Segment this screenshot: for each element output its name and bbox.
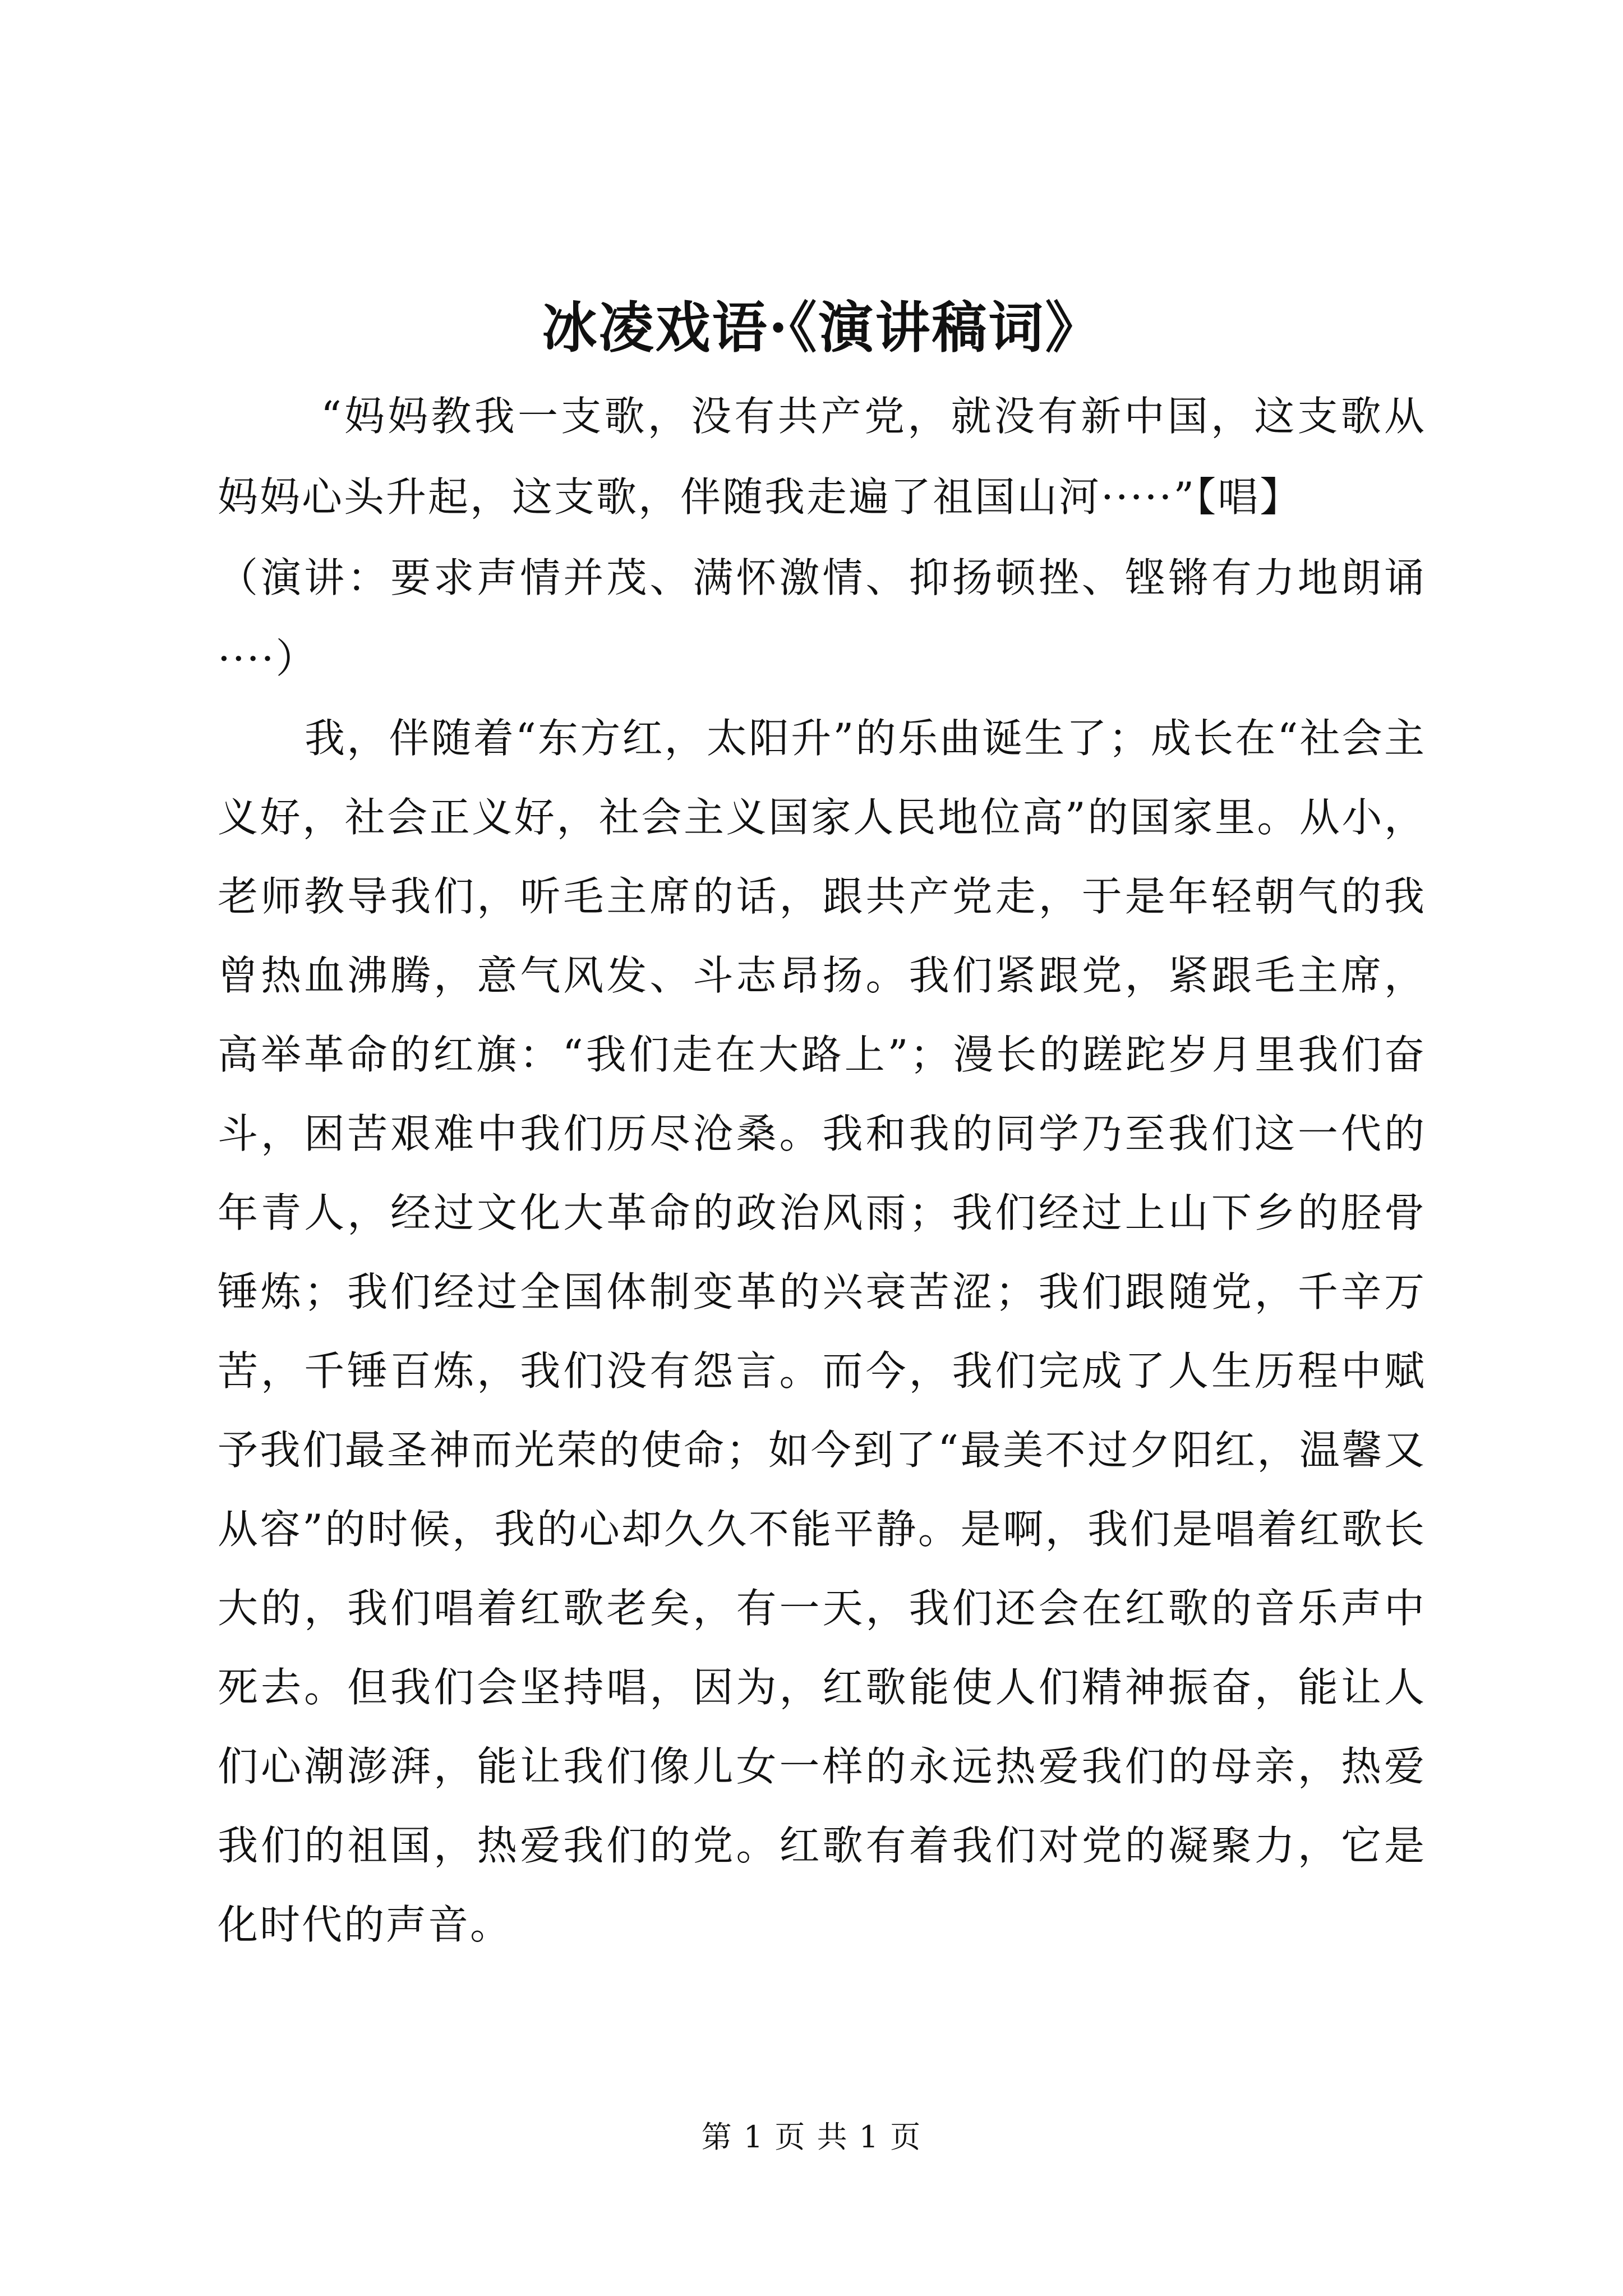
speech-instruction-paragraph: （演讲：要求声情并茂、满怀激情、抑扬顿挫、铿锵有力地朗诵····）	[218, 554, 1426, 682]
speech-body-paragraph: 我，伴随着“东方红，太阳升”的乐曲诞生了；成长在“社会主义好，社会正义好，社会主义国家人民地位高”的国家里。从小，老师教导我们，听毛主席的话，跟共产党走，于是年轻朝气的我曾热血沸腾，意气风发、斗志昂扬。我们紧跟党，紧跟毛主席，高举革命的红旗：“我们走在大路上”；漫长的蹉跎岁月里我们奋斗，困苦艰难中我们历尽沧桑。我和我的同学乃至我们这一代的年青人，经过文化大革命的政治风雨；我们经过上山下乡的胫骨锤炼；我们经过全国体制变革的兴衰苦涩；我们跟随党，千辛万苦，千锤百炼，我们没有怨言。而今，我们完成了人生历程中赋予我们最圣神而光荣的使命；如今到了“最美不过夕阳红，温馨又从容”的时候，我的心却久久不能平静。是啊，我们是唱着红歌长大的，我们唱着红歌老矣，有一天，我们还会在红歌的音乐声中死去。但我们会坚持唱，因为，红歌能使人们精神振奋，能让人们心潮澎湃，能让我们像儿女一样的永远热爱我们的母亲，热爱我们的祖国，热爱我们的党。红歌有着我们对党的凝聚力，它是化时代的声音。	[218, 715, 1426, 1948]
song-lyric-paragraph: “妈妈教我一支歌，没有共产党，就没有新中国，这支歌从妈妈心头升起，这支歌，伴随我走遍了祖国山河·····”【唱】	[218, 393, 1426, 521]
document-title: 冰凌戏语·《演讲稿词》	[542, 296, 1102, 360]
document-body	[218, 280, 1426, 1964]
page-footer: 第 1 页 共 1 页	[701, 2119, 922, 2155]
